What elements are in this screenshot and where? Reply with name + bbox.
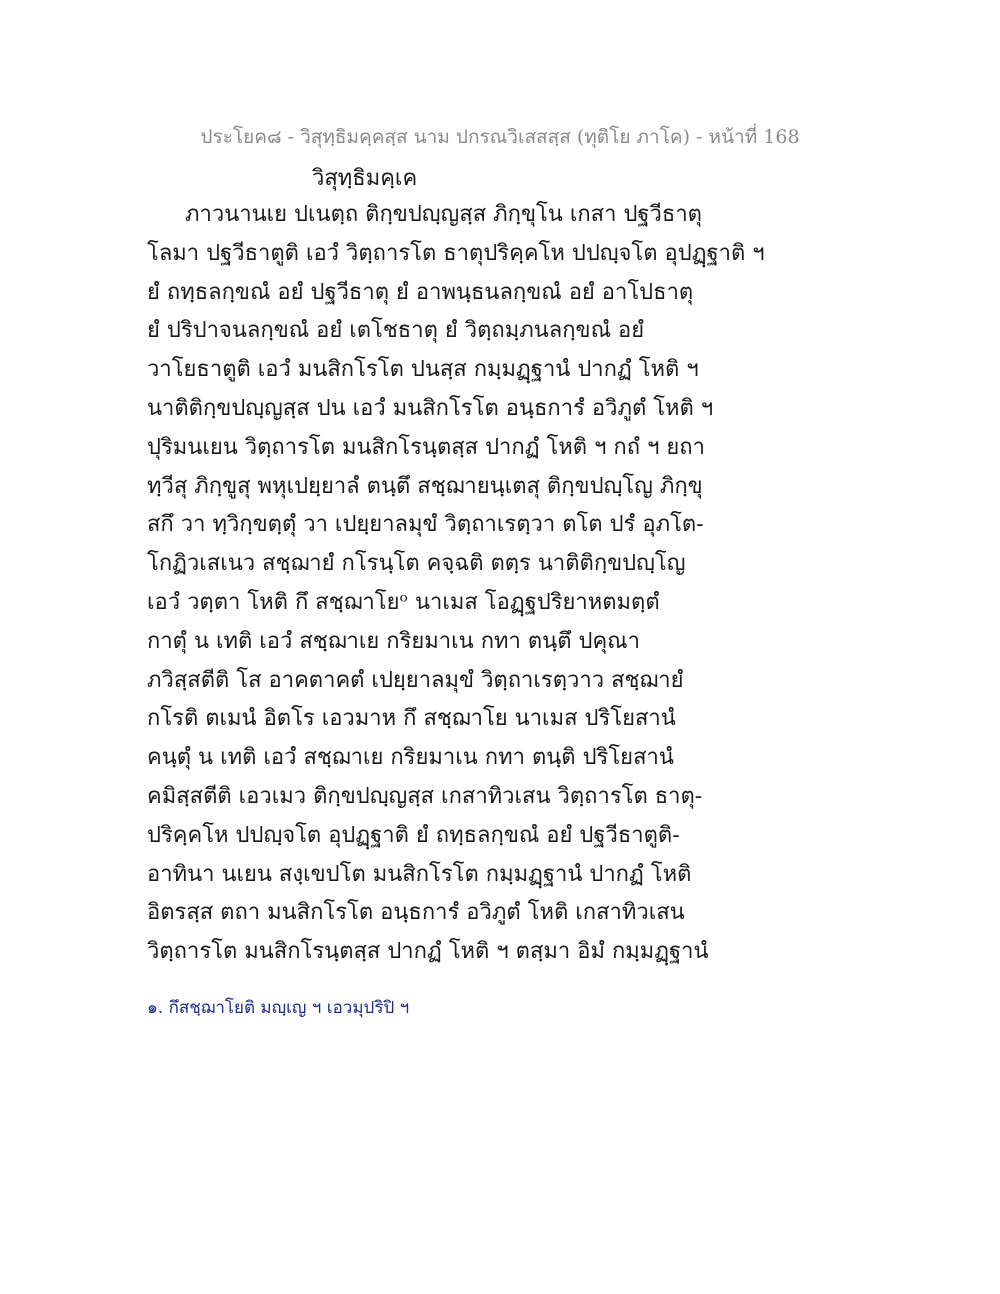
body-line: ภวิสฺสตีติ โส อาคตาคตํ เปยฺยาลมุขํ วิตฺถาเรตฺวาว สชฺฌายํ [147, 667, 684, 693]
body-line: ยํ ปริปาจนลกฺขณํ อยํ เตโชธาตุ ยํ วิตฺถมฺภนลกฺขณํ อยํ [147, 318, 645, 344]
body-line: ปุริมนเยน วิตฺถารโต มนสิกโรนฺตสฺส ปากฏํ โหติ ฯ กถํ ฯ ยถา [147, 434, 705, 460]
body-line: เอวํ วตฺตา โหติ กึ สชฺฌาโยᵒ นาเมส โอฏฺฐปริยาหตมตฺตํ [147, 589, 660, 615]
body-line: ปริคฺคโห ปปญฺจโต อุปฏฺฐาติ ยํ ถทฺธลกฺขณํ อยํ ปฐวีธาตูติ- [147, 822, 680, 848]
body-line: โกฏิวเสเนว สชฺฌายํ กโรนฺโต คจฺฉติ ตตฺร นาติติกฺขปญฺโญ [147, 551, 686, 577]
body-line: โลมา ปฐวีธาตูติ เอวํ วิตฺถารโต ธาตุปริคฺคโห ปปญฺจโต อุปฏฺฐาติ ฯ [147, 240, 765, 266]
body-line: ทฺวีสุ ภิกฺขูสุ พหุเปยฺยาลํ ตนฺตึ สชฺฌายนฺเตสุ ติกฺขปญฺโญ ภิกฺขุ [147, 473, 703, 499]
page-header: ประโยค๘ - วิสุทฺธิมคฺคสฺส นาม ปกรณวิเสสสฺส (ทุติโย ภาโค) - หน้าที่ 168 [200, 126, 800, 148]
body-line: คนฺตุํ น เทติ เอวํ สชฺฌาเย กริยมาเน กทา ตนฺติ ปริโยสานํ [147, 745, 674, 771]
body-line: ภาวนานเย ปเนตฺถ ติกฺขปญฺญสฺส ภิกฺขุโน เกสา ปฐวีธาตุ [185, 202, 702, 227]
body-line: วิตฺถารโต มนสิกโรนฺตสฺส ปากฏํ โหติ ฯ ตสฺมา อิมํ กมฺมฏฺฐานํ [147, 939, 709, 965]
body-line: กโรติ ตเมนํ อิตโร เอวมาห กึ สชฺฌาโย นาเมส ปริโยสานํ [147, 706, 676, 732]
body-line: สกึ วา ทฺวิกฺขตฺตุํ วา เปยฺยาลมุขํ วิตฺถาเรตฺวา ตโต ปรํ อุภโต- [147, 512, 704, 538]
section-title: วิสุทฺธิมคฺเค [312, 166, 418, 191]
footnote: ๑. กึสชฺฌาโยติ มญฺเญ ฯ เอวมุปริปิ ฯ [147, 998, 410, 1018]
body-line: อาทินา นเยน สงฺเขปโต มนสิกโรโต กมฺมฏฺฐานํ ปากฏํ โหติ [147, 861, 692, 887]
body-text [147, 196, 847, 972]
body-line: ยํ ถทฺธลกฺขณํ อยํ ปฐวีธาตุ ยํ อาพนฺธนลกฺขณํ อยํ อาโปธาตุ [147, 279, 694, 305]
body-line: วาโยธาตูติ เอวํ มนสิกโรโต ปนสฺส กมฺมฏฺฐานํ ปากฏํ โหติ ฯ [147, 357, 699, 383]
body-line: คมิสฺสตีติ เอวเมว ติกฺขปญฺญสฺส เกสาทิวเสน วิตฺถารโต ธาตุ- [147, 783, 703, 809]
body-line: กาตุํ น เทติ เอวํ สชฺฌาเย กริยมาเน กทา ตนฺตึ ปคุณา [147, 628, 640, 654]
body-line: นาติติกฺขปญฺญสฺส ปน เอวํ มนสิกโรโต อนฺธการํ อวิภูตํ โหติ ฯ [147, 395, 714, 421]
body-line: อิตรสฺส ตถา มนสิกโรโต อนฺธการํ อวิภูตํ โหติ เกสาทิวเสน [147, 900, 685, 926]
